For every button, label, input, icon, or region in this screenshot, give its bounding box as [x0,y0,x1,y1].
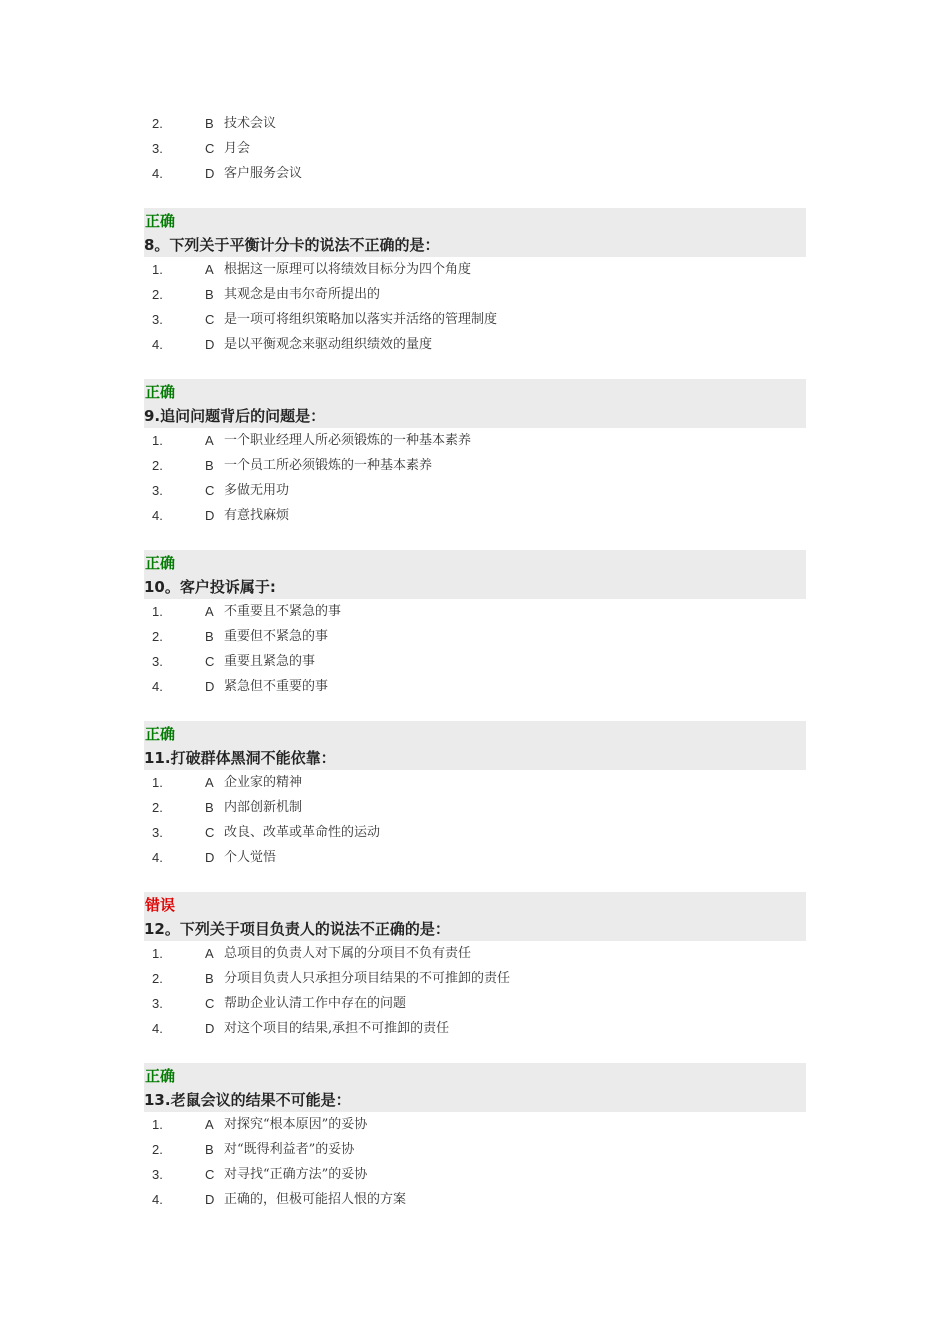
option-number: 2. [152,1142,163,1157]
option-letter: D [205,1192,215,1207]
option-text: 对这个项目的结果,承担不可推卸的责任 [224,1021,450,1036]
option-letter: D [205,850,215,865]
option-text: 对探究“根本原因”的妥协 [224,1117,368,1132]
option-letter: B [205,116,214,131]
option-row [144,1112,806,1137]
option-row [144,845,806,870]
question-header [144,892,806,941]
option-text: 重要且紧急的事 [224,654,316,669]
option-number: 3. [152,654,163,669]
option-letter: C [205,1167,215,1182]
option-letter: A [205,775,214,790]
option-letter: A [205,1117,214,1132]
option-number: 1. [152,1117,163,1132]
option-row [144,820,806,845]
option-text: 个人觉悟 [224,850,277,865]
option-row [144,649,806,674]
option-text: 客户服务会议 [224,166,303,181]
option-letter: A [205,433,214,448]
option-text: 总项目的负责人对下属的分项目不负有责任 [224,946,472,961]
option-text: 改良、改革或革命性的运动 [224,825,381,840]
option-row [144,161,806,186]
question-title: 8。下列关于平衡计分卡的说法不正确的是： [144,236,440,254]
option-list [144,428,806,528]
option-letter: B [205,971,214,986]
option-number: 3. [152,1167,163,1182]
question-block [144,379,806,528]
question-list [144,208,806,1212]
option-number: 4. [152,1192,163,1207]
option-letter: B [205,800,214,815]
option-letter: C [205,825,215,840]
option-number: 4. [152,679,163,694]
option-text: 重要但不紧急的事 [224,629,329,644]
status-correct: 正确 [145,383,176,401]
question-title: 9.追问问题背后的问题是： [144,407,326,425]
option-number: 1. [152,604,163,619]
option-number: 3. [152,483,163,498]
option-number: 3. [152,825,163,840]
option-number: 2. [152,800,163,815]
option-row [144,453,806,478]
option-row [144,111,806,136]
option-number: 4. [152,166,163,181]
question-title: 10。客户投诉属于: [144,578,276,596]
option-number: 2. [152,287,163,302]
question-header [144,721,806,770]
option-row [144,257,806,282]
option-number: 4. [152,1021,163,1036]
option-letter: D [205,337,215,352]
option-row [144,991,806,1016]
option-letter: B [205,629,214,644]
option-number: 4. [152,850,163,865]
question-title: 13.老鼠会议的结果不可能是： [144,1091,351,1109]
option-letter: C [205,654,215,669]
option-row [144,624,806,649]
option-row [144,307,806,332]
option-text: 多做无用功 [224,483,290,498]
option-list [144,941,806,1041]
option-letter: B [205,287,214,302]
option-letter: B [205,1142,214,1157]
option-row [144,332,806,357]
option-text: 技术会议 [224,116,277,131]
option-row [144,599,806,624]
option-letter: D [205,679,215,694]
option-row [144,1016,806,1041]
option-number: 4. [152,508,163,523]
question-block [144,208,806,357]
option-row [144,674,806,699]
option-text: 根据这一原理可以将绩效目标分为四个角度 [224,262,472,277]
option-text: 月会 [224,141,251,156]
option-number: 1. [152,433,163,448]
option-text: 分项目负责人只承担分项目结果的不可推卸的责任 [224,971,511,986]
option-number: 4. [152,337,163,352]
option-row [144,428,806,453]
question-title: 12。下列关于项目负责人的说法不正确的是： [144,920,450,938]
option-text: 内部创新机制 [224,800,303,815]
option-letter: D [205,508,215,523]
option-list [144,1112,806,1212]
option-row [144,1137,806,1162]
option-number: 1. [152,946,163,961]
option-text: 是一项可将组织策略加以落实并活络的管理制度 [224,312,498,327]
option-number: 2. [152,629,163,644]
option-row [144,770,806,795]
option-letter: B [205,458,214,473]
option-row [144,503,806,528]
option-text: 有意找麻烦 [224,508,290,523]
status-correct: 正确 [145,212,176,230]
option-row [144,478,806,503]
option-text: 一个员工所必须锻炼的一种基本素养 [224,458,433,473]
question-7-options [144,111,806,186]
option-number: 1. [152,262,163,277]
option-text: 对寻找“正确方法”的妥协 [224,1167,368,1182]
option-number: 1. [152,775,163,790]
option-text: 不重要且不紧急的事 [224,604,342,619]
option-row [144,136,806,161]
option-letter: C [205,141,215,156]
question-header [144,379,806,428]
option-number: 2. [152,116,163,131]
option-number: 3. [152,996,163,1011]
option-list [144,770,806,870]
option-letter: D [205,1021,215,1036]
option-text: 企业家的精神 [224,775,303,790]
option-number: 2. [152,971,163,986]
question-title: 11.打破群体黑洞不能依靠： [144,749,336,767]
question-block [144,892,806,1041]
option-letter: C [205,996,215,1011]
status-correct: 正确 [145,554,176,572]
option-row [144,1187,806,1212]
option-letter: C [205,312,215,327]
question-header [144,550,806,599]
option-list [144,599,806,699]
question-header [144,208,806,257]
option-text: 一个职业经理人所必须锻炼的一种基本素养 [224,433,472,448]
question-block [144,550,806,699]
option-letter: C [205,483,215,498]
option-row [144,966,806,991]
option-text: 是以平衡观念来驱动组织绩效的量度 [224,337,433,352]
option-number: 3. [152,312,163,327]
question-block [144,721,806,870]
quiz-document [144,111,806,1212]
question-block [144,1063,806,1212]
option-list [144,257,806,357]
option-number: 2. [152,458,163,473]
option-letter: A [205,262,214,277]
option-letter: D [205,166,215,181]
status-wrong: 错误 [145,896,176,914]
option-text: 其观念是由韦尔奇所提出的 [224,287,381,302]
question-header [144,1063,806,1112]
option-row [144,941,806,966]
status-correct: 正确 [145,725,176,743]
option-row [144,1162,806,1187]
option-letter: A [205,604,214,619]
option-row [144,795,806,820]
option-text: 紧急但不重要的事 [224,679,329,694]
option-row [144,282,806,307]
option-letter: A [205,946,214,961]
option-number: 3. [152,141,163,156]
option-text: 对“既得利益者”的妥协 [224,1142,355,1157]
option-text: 正确的，但极可能招人恨的方案 [224,1192,407,1207]
status-correct: 正确 [145,1067,176,1085]
option-text: 帮助企业认清工作中存在的问题 [224,996,407,1011]
